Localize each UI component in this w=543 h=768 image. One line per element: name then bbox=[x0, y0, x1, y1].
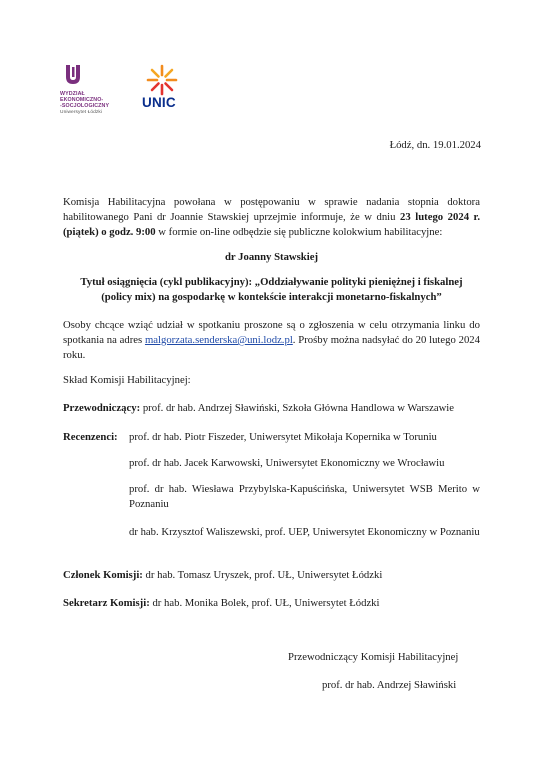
secretary-name: dr hab. Monika Bolek, prof. UŁ, Uniwersytet Łódzki bbox=[149, 597, 380, 609]
intro-bold-date: 23 lutego 2024 r. (piątek) o godz. 9:00 bbox=[63, 211, 480, 238]
faculty-line-3: -SOCJOLOGICZNY bbox=[60, 103, 110, 110]
reviewer-3: prof. dr hab. Wiesława Przybylska-Kapuścińska, Uniwersytet WSB Merito w Poznaniu bbox=[129, 483, 480, 510]
faculty-logo-text bbox=[60, 91, 109, 116]
committee-heading: Skład Komisji Habilitacyjnej: bbox=[63, 374, 191, 386]
reviewer-1: prof. dr hab. Piotr Fiszeder, Uniwersytet Mikołaja Kopernika w Toruniu bbox=[129, 431, 437, 443]
faculty-line-4: Uniwersytet Łódzki bbox=[60, 109, 103, 115]
unic-sun-icon bbox=[142, 64, 182, 96]
email-link[interactable]: malgorzata.senderska@uni.lodz.pl bbox=[144, 334, 293, 346]
unic-logo bbox=[138, 64, 184, 114]
committee-secretary bbox=[63, 596, 480, 611]
chair-name: prof. dr hab. Andrzej Sławiński, Szkoła Główna Handlowa w Warszawie bbox=[140, 402, 455, 414]
faculty-logo-mark-icon bbox=[64, 64, 82, 88]
intro-paragraph bbox=[63, 195, 480, 240]
intro-text-2: w formie on-line odbędzie się publiczne kolokwium habilitacyjne: bbox=[155, 226, 443, 238]
committee-chair bbox=[63, 401, 480, 416]
unic-logo-text: UNIC bbox=[142, 95, 176, 110]
faculty-logo bbox=[60, 64, 130, 120]
reviewer-2: prof. dr hab. Jacek Karwowski, Uniwersytet Ekonomiczny we Wrocławiu bbox=[129, 457, 445, 469]
signature-name: prof. dr hab. Andrzej Sławiński bbox=[322, 679, 457, 691]
faculty-line-2: EKONOMICZNO- bbox=[60, 97, 104, 104]
achievement-line-2: (policy mix) na gospodarkę w kontekście interakcji monetarno-fiskalnych” bbox=[101, 291, 442, 303]
intro-text-1: Komisja Habilitacyjna powołana w postępowaniu w sprawie nadania stopnia doktora habilitowanego Pani dr Joannie Stawskiej uprzejmie informuje, że w dniu bbox=[63, 196, 480, 223]
faculty-line-1: WYDZIAŁ bbox=[60, 91, 85, 97]
member-label: Członek Komisji: bbox=[63, 569, 143, 581]
registration-text-2: . Prośby można nadsyłać do 20 lutego 2024 roku. bbox=[63, 334, 480, 361]
chair-label: Przewodniczący: bbox=[63, 402, 141, 414]
candidate-name: dr Joanny Stawskiej bbox=[224, 251, 319, 263]
signature-title: Przewodniczący Komisji Habilitacyjnej bbox=[288, 651, 459, 663]
secretary-label: Sekretarz Komisji: bbox=[63, 597, 150, 609]
achievement-title bbox=[63, 275, 480, 305]
reviewers-label: Recenzenci: bbox=[63, 431, 118, 443]
reviewer-4: dr hab. Krzysztof Waliszewski, prof. UEP, Uniwersytet Ekonomiczny w Poznaniu bbox=[129, 526, 480, 538]
member-name: dr hab. Tomasz Uryszek, prof. UŁ, Uniwersytet Łódzki bbox=[142, 569, 383, 581]
registration-text-1: Osoby chcące wziąć udział w spotkaniu proszone są o zgłoszenia w celu otrzymania linku do spotkania na adres bbox=[63, 319, 480, 346]
document-date: Łódź, dn. 19.01.2024 bbox=[389, 139, 481, 151]
achievement-line-1: Tytuł osiągnięcia (cykl publikacyjny): „Oddziaływanie polityki pieniężnej i fiskalnej bbox=[80, 276, 463, 288]
committee-member bbox=[63, 568, 480, 583]
registration-paragraph bbox=[63, 318, 480, 363]
